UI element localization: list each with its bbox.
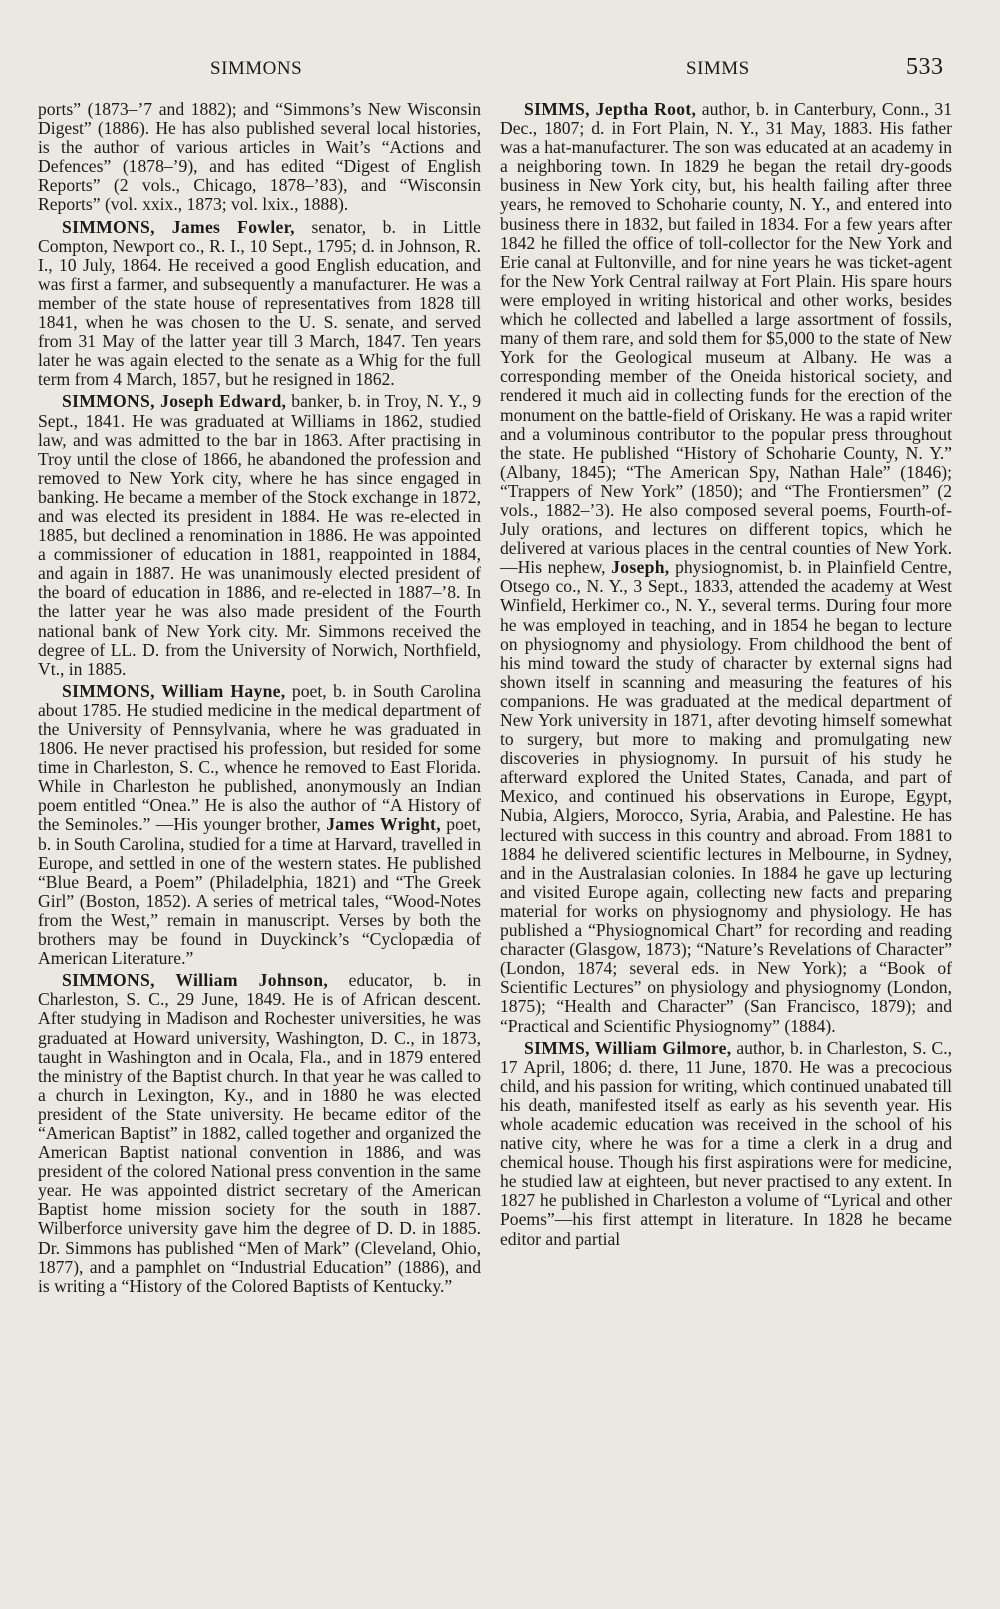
entry-headword: SIMMONS, William Hayne, [62,680,286,701]
entry-text: poet, b. in South Carolina about 1785. He studied medicine in the medical department of the University of Pennsylvania, where he was graduated in 1806. He never practised his profession, but resided for some time in Charleston, S. C., whence he removed to East Florida. While in Charleston he published, anonymously an Indian poem entitled “Onea.” He is also the author of “A History of the Seminoles.” —His younger brother, [38,680,481,835]
entry-headword: SIMMONS, William Johnson, [62,970,329,991]
entry-simmons-william-hayne [38,682,481,968]
page-number: 533 [906,54,944,80]
entry-simmons-james-fowler [38,218,481,390]
entry-simmons-william-johnson [38,971,481,1296]
running-head-left: SIMMONS [210,58,303,79]
entry-subheadword: James Wright, [326,814,441,835]
entry-text: ports” (1873–’7 and 1882); and “Simmons’s New Wisconsin Digest” (1886). He has also published several local histories, is the author of various articles in Wait’s “Actions and Defences” (1878–’9), and has edited “Digest of English Reports” (2 vols., Chicago, 1878–’83), and “Wisconsin Reports” (vol. xxix., 1873; vol. lxix., 1888). [38,99,481,215]
entry-simmons-joseph-edward [38,392,481,678]
entry-text: senator, b. in Little Compton, Newport co., R. I., 10 Sept., 1795; d. in Johnson, R. I., 10 July, 1864. He received a good English education, and was first a farmer, and subsequently a manufacturer. He was a member of the state house of representatives from 1828 till 1841, when he was chosen to the U. S. senate, and served from 31 May of the latter year till 3 March, 1847. Ten years later he was again elected to the senate as a Whig for the full term from 4 March, 1857, but he resigned in 1862. [38,216,481,390]
entry-text-continued: physiognomist, b. in Plainfield Centre, Otsego co., N. Y., 3 Sept., 1833, attended the academy at West Winfield, Herkimer co., N. Y., several terms. During four more he was employed in teaching, and in 1854 he began to lecture on physiognomy and physiology. From childhood the bent of his mind toward the study of character by external signs had shown itself in scanning and measuring the features of his companions. He was graduated at the medical department of New York university in 1871, after devoting himself somewhat to surgery, but more to making and promulgating new discoveries in physiognomy. In pursuit of his study he afterward explored the United States, Canada, and part of Mexico, and continued his observations in Europe, Egypt, Nubia, Algiers, Morocco, Syria, Arabia, and Palestine. He has lectured with success in this country and abroad. From 1881 to 1884 he delivered scientific lectures in Melbourne, in Sydney, and in the Australasian colonies. In 1884 he gave up lecturing and visited Europe again, collecting new facts and preparing material for works on physiognomy and physiology. He has published a “Physiognomical Chart” for recording and reading character (Glasgow, 1873); “Nature’s Revelations of Character” (London, 1874; several eds. in New York); a “Book of Scientific Lectures” on physiology and physiognomy (London, 1875); “Health and Character” (San Francisco, 1879); and “Practical and Scientific Physiognomy” (1884). [500,557,952,1036]
entry-headword: SIMMS, Jeptha Root, [524,99,697,119]
entry-text: banker, b. in Troy, N. Y., 9 Sept., 1841. He was graduated at Williams in 1862, studied law, and was admitted to the bar in 1863. After practising in Troy until the close of 1866, he abandoned the profession and removed to New York city, where he has since engaged in banking. He became a member of the Stock exchange in 1872, and was elected its president in 1884. He was re-elected in 1885, but declined a renomination in 1886. He was appointed a commissioner of education in 1881, reappointed in 1884, and again in 1887. He was unanimously elected president of the board of education in 1886, and re-elected in 1887–’8. In the latter year he was also made president of the Fourth national bank of New York city. Mr. Simmons received the degree of LL. D. from the University of Norwich, Northfield, Vt., in 1885. [38,391,482,679]
entry-simms-william-gilmore [500,1039,952,1249]
running-head-center: SIMMS [686,58,750,79]
entry-headword: SIMMONS, Joseph Edward, [62,391,287,412]
left-column [38,100,481,1296]
entry-text: educator, b. in Charleston, S. C., 29 June, 1849. He is of African descent. After studying in Madison and Rochester universities, he was graduated at Howard university, Washington, D. C., in 1873, taught in Washington and in Ocala, Fla., and in 1879 entered the ministry of the Baptist church. In that year he was called to a church in Lexington, Ky., and in 1880 he was elected president of the State university. He became editor of the “American Baptist” in 1882, called together and organized the American Baptist national convention in 1886, and was president of the colored National press convention in the same year. He was appointed district secretary of the American Baptist home mission society for the south in 1887. Wilberforce university gave him the degree of D. D. in 1885. Dr. Simmons has published “Men of Mark” (Cleveland, Ohio, 1877), and a pamphlet on “Industrial Education” (1886), and is writing a “History of the Colored Baptists of Kentucky.” [38,970,481,1296]
entry-subheadword: Joseph, [611,557,670,578]
entry-headword: SIMMS, William Gilmore, [524,1037,732,1058]
entry-text-continued: poet, b. in South Carolina, studied for a time at Harvard, travelled in Europe, and settled in one of the western states. He published “Blue Beard, a Poem” (Philadelphia, 1821) and “The Greek Girl” (Boston, 1852). A series of metrical tales, “Wood-Notes from the West,” remain in manuscript. Verses by both the brothers may be found in Duyckinck’s “Cyclopædia of American Literature.” [38,814,481,969]
entry-headword: SIMMONS, James Fowler, [62,216,295,237]
running-head [0,54,1000,84]
entry-continuation [38,100,481,215]
entry-text: author, b. in Canterbury, Conn., 31 Dec., 1807; d. in Fort Plain, N. Y., 31 May, 1883. His father was a hat-manufacturer. The son was educated at an academy in a neighboring town. In 1829 he began the retail dry-goods business in New York city, but, his health failing after three years, he removed to Schoharie county, N. Y., and entered into business there in 1832, but failed in 1834. For a few years after 1842 he filled the office of toll-collector for the New York and Erie canal at Fultonville, and for nine years he was ticket-agent for the New York Central railway at Fort Plain. His spare hours were employed in writing historical and other works, besides which he collected and labelled a large assortment of fossils, many of them rare, and sold them for $5,000 to the state of New York for the Geological museum at Albany. He was a corresponding member of the Oneida historical society, and rendered it much aid in collecting funds for the erection of the monument on the battle-field of Oriskany. He was a rapid writer and a voluminous contributor to the popular press throughout the state. He published “History of Schoharie County, N. Y.” (Albany, 1845); “The American Spy, Nathan Hale” (1846); “Trappers of New York” (1850); and “The Frontiersmen” (2 vols., 1882–’3). He also composed several poems, Fourth-of-July orations, and lectures on different topics, which he delivered at various places in the central counties of New York.—His nephew, [500,99,952,578]
right-column [500,100,952,1249]
entry-text: author, b. in Charleston, S. C., 17 April, 1806; d. there, 11 June, 1870. He was a precocious child, and his passion for writing, which continued unabated till his death, manifested itself as early as his seventh year. His whole academic education was received in the school of his native city, where he was for a time a clerk in a drug and chemical house. Though his first aspirations were for medicine, he studied law at eighteen, but never practised to any extent. In 1827 he published in Charleston a volume of “Lyrical and other Poems”—his first attempt in literature. In 1828 he became editor and partial [500,1037,952,1249]
entry-simms-jeptha-root [500,100,952,1036]
